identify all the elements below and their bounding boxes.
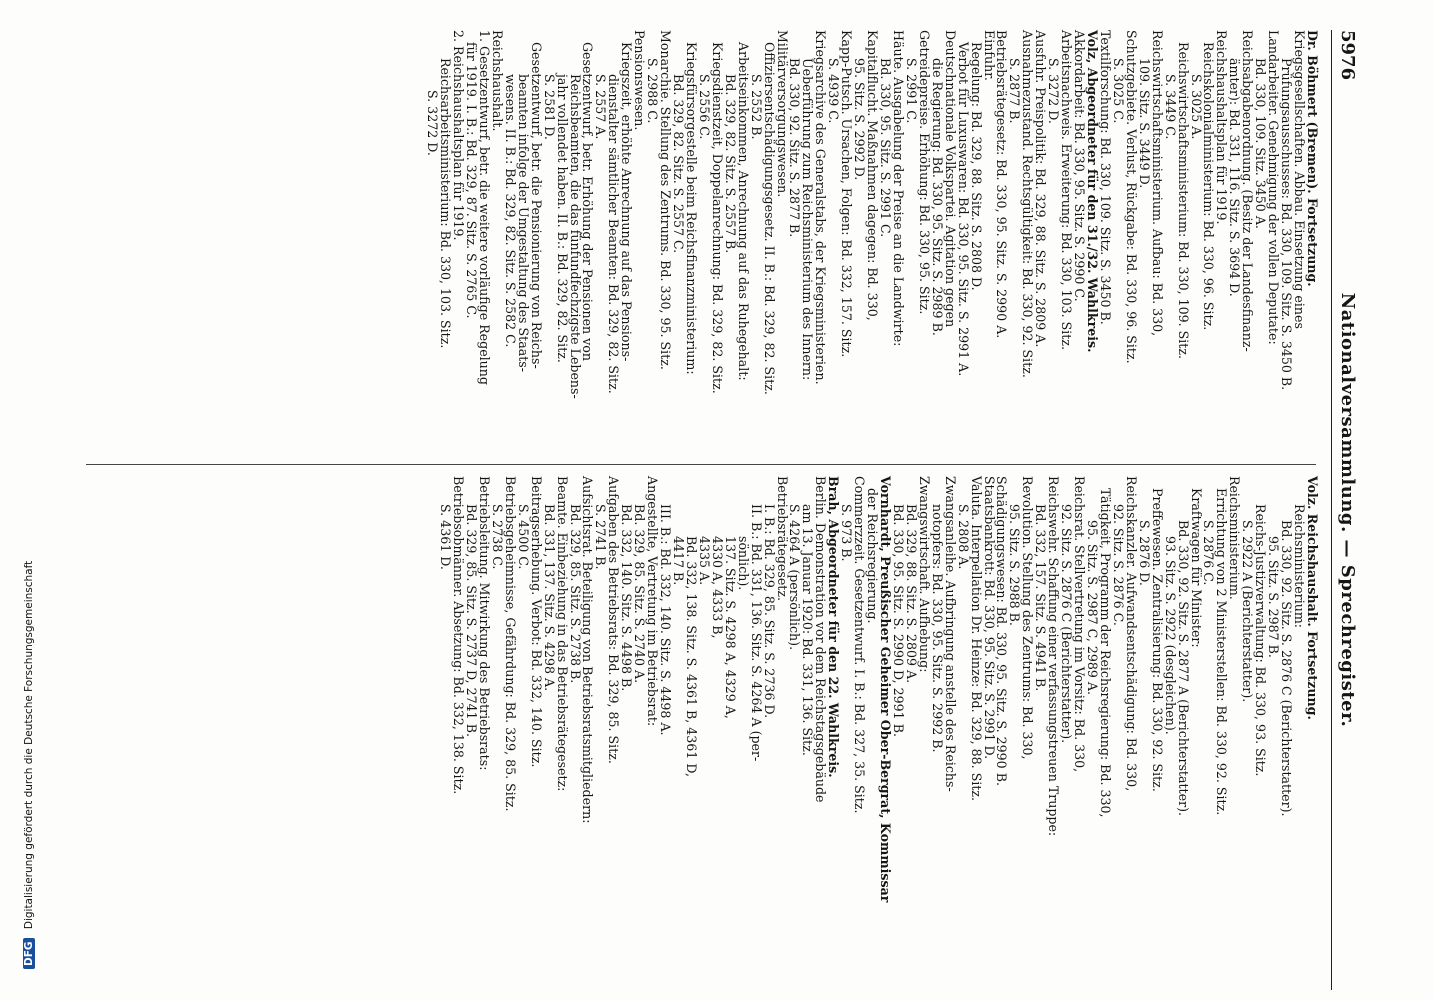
register-entry-line: 2. Reichshaushaltsplan für 1919.	[451, 30, 467, 241]
register-entry-line: Betriebsgeheimnisse, Gefährdung: Bd. 329, 85. Sitz.	[502, 476, 518, 812]
register-entry-line: 4417 B.	[671, 536, 687, 586]
register-entry-line: Kapp-Putsch. Ursachen, Folgen: Bd. 332, 157. Sitz.	[839, 30, 855, 358]
register-entry-line: Bd. 332, 157. Sitz. S. 4941 B.	[1033, 504, 1049, 692]
register-entry-line: Reichswirtschaftsministerium. Aufbau: Bd. 330,	[1149, 30, 1165, 337]
register-entry-line: 4330 A, 4333 B,	[709, 536, 725, 639]
register-entry-line: 92. Sitz. S. 2876 C.	[1110, 504, 1126, 626]
register-entry-line: ämter): Bd. 331, 116. Sitz. S. 3694 D.	[1227, 58, 1243, 297]
register-entry-line: Reichskanzler. Aufwandsentschädigung: Bd. 330,	[1123, 476, 1139, 792]
register-entry-line: Reichswehr. Schaffung einer verfassungstreuen Truppe:	[1046, 476, 1062, 837]
register-entry-line: 92. Sitz. S. 2876 C (Berichterstatter).	[1059, 504, 1075, 744]
register-entry-line: Bd. 329, 85. Sitz. S. 2738 B.	[567, 504, 583, 684]
register-entry-line: am 13. Januar 1920: Bd. 331, 136. Sitz.	[800, 504, 816, 756]
register-entry-line: Volz. Reichshaushalt. Fortsetzung.	[1305, 476, 1320, 720]
register-entry-line: Reichswirtschaftsministerium: Bd. 330, 109. Sitz.	[1175, 42, 1191, 359]
register-entry-line: Deutschnationale Volkspartei. Agitation gegen	[942, 30, 958, 328]
register-entry-line: Ausnahmezustand. Rechtsgültigkeit: Bd. 330, 92. Sitz.	[1020, 30, 1036, 378]
register-entry-line: S. 2876 D.	[1136, 520, 1152, 586]
register-entry-line: Kriegsdienstzeit, Doppelanrechnung: Bd. 329, 82. Sitz.	[709, 42, 725, 394]
register-entry-line: Regelung: Bd. 329, 88. Sitz. S. 2808 D.	[968, 42, 984, 291]
register-entry-line: Reichsministerium.	[1227, 476, 1243, 600]
register-entry-line: 95. Sitz. S. 2992 D.	[852, 58, 868, 181]
register-entry-line: notopfers: Bd. 330, 95. Sitz. S. 2992 B.	[929, 504, 945, 753]
register-entry-line: Angestellte, Vertretung im Betriebsrat:	[645, 476, 661, 727]
register-entry-line: I. B.: Bd. 329, 85. Sitz. S. 2736 D.	[761, 504, 777, 719]
register-entry-line: S. 2991 C.	[903, 58, 919, 124]
register-entry-line: S. 4361 D.	[438, 504, 454, 570]
register-entry-line: beamten infolge der Umgestaltung des Staats-	[515, 74, 531, 373]
register-entry-line: Bd. 330, 95. Sitz. S. 2990 D, 2991 B.	[891, 504, 906, 737]
register-entry-line: Betriebsrätegesetz.	[774, 476, 790, 601]
register-entry-line: Akkordarbeit: Bd. 330, 95. Sitz. S. 2990 C.	[1072, 30, 1088, 302]
register-entry-line: Reichshaushalt.	[489, 30, 505, 132]
register-entry-line: Gesetzentwurf, betr. die Pensionierung von Reichs-	[528, 42, 544, 369]
register-entry-line: 95. Sitz. S. 2987 B.	[1266, 536, 1282, 658]
register-entry-line: S. 4939 C.	[826, 58, 842, 124]
register-entry-line: Kriegsgesellschaften. Abbau. Einsetzung eines	[1292, 30, 1308, 329]
register-entry-line: Pensionswesen.	[632, 30, 648, 131]
register-entry-line: Reichsministerium:	[1292, 504, 1308, 629]
register-entry-line: Offiziersentschädigungsgesetz. II. B.: Bd. 329, 82. Sitz.	[761, 42, 777, 395]
register-entry-line: Bd. 332, 138. Sitz. S. 4361 B, 4361 D,	[684, 536, 699, 777]
register-entry-line: Reichsabgabenordnung. (Besitz der Landesfinanz-	[1240, 30, 1256, 352]
register-entry-line: Kapitalflucht. Maßnahmen dagegen: Bd. 330,	[865, 30, 881, 321]
register-entry-line: Commerzzeit. Gesetzentwurf. I. B.: Bd. 327, 35. Sitz.	[852, 476, 868, 814]
register-entry-line: 95. Sitz. S. 2987 C, 2989 A.	[1085, 520, 1101, 695]
column-divider	[86, 464, 1316, 465]
register-entry-line: Errichtung von 2 Ministerstellen: Bd. 330, 92. Sitz.	[1214, 488, 1230, 816]
digitization-credit	[23, 9, 41, 969]
register-entry-line: sönlich).	[735, 536, 751, 591]
register-entry-line: Beitragserhebung. Verbot: Bd. 332, 140. Sitz.	[528, 476, 544, 768]
register-entry-line: Kriegsfürsorgestelle beim Reichsfinanzministerium:	[684, 42, 699, 375]
register-entry-line: II. B.: Bd. 331, 136. Sitz. S. 4264 A (per-	[748, 504, 764, 762]
register-entry-line: Prüfungsausschusses: Bd. 330, 109. Sitz. S. 3450 B.	[1279, 58, 1295, 391]
register-entry-line: Bd. 330, 92. Sitz. S. 2877 B.	[787, 58, 803, 238]
register-entry-line: Monarchie. Stellung des Zentrums. Bd. 330, 95. Sitz.	[658, 30, 674, 370]
register-entry-line: S. 2877 B.	[1007, 58, 1023, 124]
register-entry-line: S. 3449 C.	[1162, 74, 1178, 140]
register-entry-line: Brah, Abgeordneter für den 22. Wahlkreis.	[826, 476, 842, 778]
register-entry-line: S. 2808 A.	[955, 504, 971, 570]
register-entry-line: S. 3272 D.	[425, 90, 441, 156]
register-entry-line: S. 2738 C.	[489, 504, 505, 570]
register-entry-line: S. 2988 C.	[645, 58, 661, 124]
register-entry-line: Vornhardt, Preußischer Geheimer Ober-Bergrat, Kommissar	[878, 476, 894, 903]
register-entry-line: Arbeitseinkommen, Anrechnung auf das Ruhegehalt:	[735, 42, 751, 381]
register-entry-line: S. 4264 A (persönlich).	[787, 504, 803, 651]
register-entry-line: Kraftwagen für Minister:	[1188, 488, 1204, 648]
register-entry-line: Gesetzentwurf, betr. Erhöhung der Pensionen von	[580, 42, 596, 361]
running-title: Nationalversammlung. — Sprechregister.	[1337, 292, 1358, 728]
header-rule	[1331, 30, 1332, 990]
register-entry-line: 1. Gesetzentwurf, betr. die weitere vorläufige Regelung	[477, 30, 492, 385]
register-entry-line: Betriebsobmänner. Absetzung: Bd. 332, 138. Sitz.	[451, 476, 467, 795]
register-entry-line: für 1919. I. B.: Bd. 329, 87. Sitz. S. 2765 C.	[464, 42, 480, 319]
register-entry-line: Häute. Ausgabelung der Preise an die Landwirte:	[891, 30, 906, 347]
register-entry-line: S. 4500 C.	[515, 504, 531, 570]
register-entry-line: 4335 A.	[696, 536, 712, 586]
register-entry-line: S. 2556 C.	[696, 74, 712, 140]
right-column	[438, 476, 1318, 928]
register-entry-line: Bd. 329, 85. Sitz. S. 2737 D, 2741 B.	[464, 504, 480, 737]
register-entry-line: Zwangsanleihe. Aufbringung anstelle des Reichs-	[942, 476, 958, 792]
register-entry-line: Kriegsarchive des Generalstabs, der Kriegsministerien.	[813, 30, 829, 385]
register-entry-line: Tätigkeit, Programm der Reichsregierung: Bd. 330,	[1098, 488, 1113, 818]
register-entry-line: Betriebsrätegesetz: Bd. 330, 95. Sitz. S. 2990 A.	[994, 30, 1010, 339]
register-entry-line: S. 3025 C.	[1110, 58, 1126, 124]
register-entry-line: Militärversorgungswesen.	[774, 30, 790, 198]
register-entry-line: Reichsarbeitsministerium: Bd. 330, 103. Sitz.	[438, 58, 454, 349]
register-entry-line: S. 973 B.	[839, 504, 855, 562]
register-entry-line: Reichsrat. Stellvertretung im Vorsitz: Bd. 330,	[1072, 476, 1088, 773]
register-entry-line: Valuta. Interpellation Dr. Heinze: Bd. 329, 88. Sitz.	[968, 476, 984, 802]
register-entry-line: Reichshaushaltsplan für 1919.	[1214, 30, 1230, 225]
page-header	[1332, 30, 1358, 990]
left-column	[425, 30, 1318, 450]
register-entry-line: S. 2741 B.	[593, 504, 609, 570]
register-entry-line: Bd. 329, 88. Sitz. S. 2809 A.	[903, 504, 919, 684]
register-entry-line: S. 3025 A.	[1188, 74, 1204, 140]
register-entry-line: Zwangswirtschaft. Aufhebung:	[916, 476, 932, 673]
register-entry-line: Revolution. Stellung des Zentrums: Bd. 330,	[1020, 476, 1036, 760]
register-entry-line: S. 2922 A (Berichterstatter).	[1240, 520, 1256, 703]
register-entry-line: Aufgaben des Betriebsrats: Bd. 329, 85. Sitz.	[606, 476, 622, 764]
register-entry-line: 137. Sitz. S. 4298 A, 4329 A,	[722, 536, 738, 719]
register-entry-line: Reichskolonialministerium: Bd. 330, 96. Sitz.	[1201, 42, 1217, 331]
register-entry-line: jahr vollendet haben. II. B.: Bd. 329, 82. Sitz.	[554, 74, 570, 363]
register-entry-line: S. 3272 D.	[1046, 58, 1062, 124]
register-entry-line: dienstalter sämtlicher Beamten: Bd. 329, 82. Sitz.	[606, 74, 622, 394]
register-entry-line: S. 2581 D.	[541, 74, 557, 140]
register-entry-line: Berlin. Demonstration vor dem Reichstagsgebäude	[813, 476, 829, 803]
register-entry-line: Reichs-Justizverwaltung: Bd. 330, 93. Sitz.	[1253, 504, 1269, 777]
register-entry-line: Landarbeiter. Genehmigung der vollen Deputate:	[1266, 30, 1282, 345]
rotated-register-page	[17, 30, 1362, 990]
register-entry-line: Preffewesen. Zentralisierung: Bd. 330, 92. Sitz.	[1149, 488, 1165, 792]
register-entry-line: Bd. 330, 92. Sitz. S. 2877 A (Berichterstatter).	[1175, 520, 1191, 817]
register-entry-line: Betriebsleitung. Mitwirkung des Betriebsrats:	[477, 476, 492, 771]
register-entry-line: wesens. II. B.: Bd. 329, 82. Sitz. S. 2582 C.	[502, 74, 518, 348]
register-entry-line: 109. Sitz. S. 3449 D.	[1136, 58, 1152, 189]
register-entry-line: 93. Sitz. S. 2922 (desgleichen).	[1162, 536, 1178, 735]
register-entry-line: Einfuhr.	[981, 30, 997, 81]
register-entry-line: Verbot für Luxuswaren: Bd. 330, 95. Sitz. S. 2991 A.	[955, 42, 971, 377]
register-entry-line: Bd. 329, 82. Sitz. S. 2557 B.	[722, 74, 738, 254]
page-number: 5976	[1337, 30, 1358, 81]
register-entry-line: Bd. 329, 82. Sitz. S. 2557 C.	[671, 74, 687, 254]
register-entry-line: S. 2876 C.	[1201, 520, 1217, 586]
register-entry-line: Bd. 332, 140. Sitz. S. 4498 B.	[619, 504, 635, 692]
register-entry-line: S. 2557 A.	[593, 74, 609, 140]
register-entry-line: Bd. 330, 109. Sitz. 3450 A.	[1253, 58, 1269, 229]
register-entry-line: Ueberführung zum Reichsministerium des Innern:	[800, 58, 816, 381]
register-entry-line: S. 2552 B.	[748, 74, 764, 140]
register-entry-line: Schädigungswesen: Bd. 330, 95. Sitz. S. 2990 B.	[994, 476, 1010, 786]
register-entry-line: Textilforschung: Bd. 330, 109. Sitz. S. 3450 B.	[1098, 30, 1113, 325]
register-entry-line: Bd. 330, 92. Sitz. S. 2876 C (Berichterstatter).	[1279, 520, 1295, 817]
dfg-logo: DFG	[23, 938, 35, 969]
register-entry-line: III. B.: Bd. 332, 140. Sitz. S. 4498 A.	[658, 504, 674, 736]
register-entry-line: Ausfuhr. Preispolitik: Bd. 329, 88. Sitz. S. 2809 A.	[1033, 30, 1049, 348]
register-entry-line: Bd. 331, 137. Sitz. S. 4298 A.	[541, 504, 557, 692]
register-entry-line: Getreidepreise. Erhöhung: Bd. 330, 95. Sitz.	[916, 30, 932, 315]
register-entry-line: Dr. Böhmert (Bremen). Fortsetzung.	[1305, 30, 1320, 287]
register-entry-line: die Regierung: Bd. 330, 95. Sitz. S. 2989 B.	[929, 58, 945, 336]
register-entry-line: Arbeitsnachweis. Erweiterung: Bd. 330, 103. Sitz.	[1059, 30, 1075, 350]
register-entry-line: Kriegszeit, erhöhte Anrechnung auf das Pensions-	[619, 42, 635, 362]
register-entry-line: Bd. 330, 95. Sitz. S. 2991 C.	[878, 58, 894, 238]
register-entry-line: Bd. 329, 85. Sitz. S. 2740 A.	[632, 504, 648, 684]
register-entry-line: Volz, Abgeordneter für den 31./32. Wahlkreis.	[1085, 30, 1101, 353]
register-entry-line: Beamte. Einbeziehung in das Betriebsrätegesetz:	[554, 476, 570, 792]
register-entry-line: Schutzgebiete. Verlust, Rückgabe: Bd. 330, 96. Sitz.	[1123, 30, 1139, 364]
register-entry-line: Aufsichtsrat. Beteiligung von Betriebsratsmitgliedern:	[580, 476, 596, 824]
register-entry-line: Reichsbeamten, die das fünfundfechzigste Lebens-	[567, 74, 583, 399]
register-entry-line: Staatsbankrott: Bd. 330, 95. Sitz. S. 2991 D.	[981, 476, 997, 760]
register-entry-line: 95. Sitz. S. 2988 B.	[1007, 504, 1023, 626]
register-entry-line: der Reichsregierung.	[865, 488, 881, 624]
credit-text: Digitalisierung gefördert durch die Deutsche Forschungsgemeinschaft	[23, 560, 35, 930]
